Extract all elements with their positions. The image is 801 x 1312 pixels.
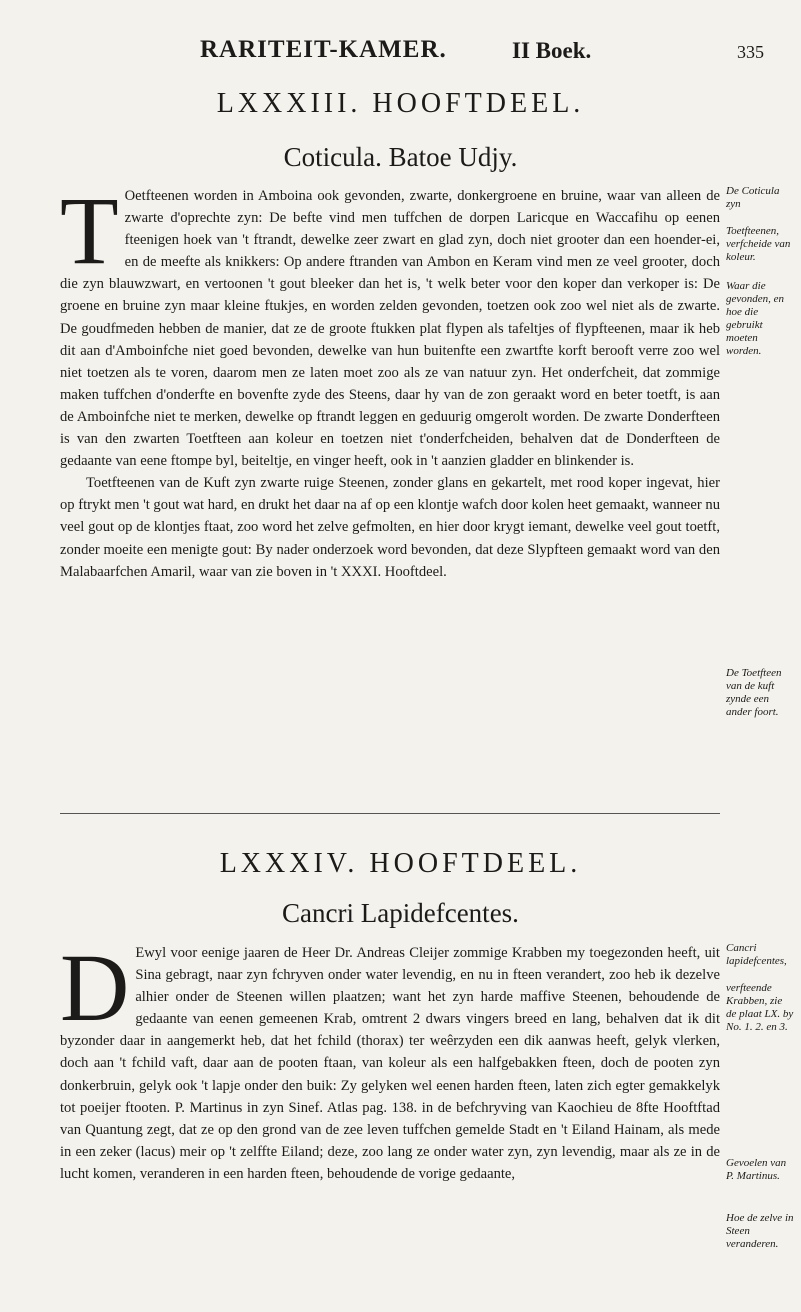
paragraph (60, 934, 720, 1185)
running-head (0, 36, 801, 70)
margin-note: Cancri lapidefcentes, (726, 942, 787, 967)
chapter-title-84: Cancri Lapidefcentes. (282, 898, 519, 928)
margin-note: Gevoelen van P. Martinus. (726, 1157, 787, 1182)
drop-cap: D (60, 934, 130, 1041)
paragraph (60, 177, 720, 472)
chapter-heading-84: LXXXIV. HOOFTDEEL. (219, 848, 582, 879)
margin-note: Hoe de zelve in Steen veranderen. (726, 1212, 794, 1250)
margin-note: Toetfteenen, verfcheide van koleur. (726, 225, 791, 263)
running-head-book: II Boek. (512, 38, 592, 63)
paragraph-text: Ewyl voor eenige jaaren de Heer Dr. Andreas Cleijer zommige Krabben my toegezonden heeft, uit Sina gebragt, naar zyn fchryven onder water levendig, en nu in fteen verandert, zoo heb ik dezelve alhier onder de Steenen willen plaatzen; want het zyn harde maffive Steenen, behoudende de gedaante van eenen gemeenen Krab, omtrent 2 dwars vingers breed en lang, behalven dat ik dit byzonder daar in aangemerkt heb, dat het fchild (thorax) ter weêrzyden een dik aanwas heeft, gelyk vlerken, doch aan 't fchild vaft, daar aan de pooten ftaan, van koleur als een halfgebakken fteen, doch de pooten zyn donkerbruin, gelyk ook 't lapje onder den buik: Zy gelyken wel eenen harden fteen, laten zich egter gemakkelyk tot poeijer ftooten. P. Martinus in zyn Sinef. Atlas pag. 138. in de befchryving van Kaochieu de 8fte Hooftftad van Quantung zegt, dat ze op den grond van de zee leven tuffchen gemelde Stadt en 't Eiland Hainam, als mede in een zeker (lacus) meir op 't zelffte Eiland; deze, zoo lang ze onder water zyn, zyn levendig, maar als ze in de lucht komen, veranderen in een harden fteen, behoudende de vorige gedaante, (60, 945, 720, 1182)
section-divider (60, 813, 720, 814)
margin-note: Waar die gevonden, en hoe die gebruikt moeten worden. (726, 280, 785, 357)
drop-cap: T (60, 177, 119, 284)
chapter-84-body (60, 934, 720, 1185)
chapter-title-83: Coticula. Batoe Udjy. (283, 142, 518, 172)
paragraph-text: Oetfteenen worden in Amboina ook gevonden, zwarte, donkergroene en bruine, waar van alleen de zwarte d'oprechte zyn: De befte vind men tuffchen de dorpen Laricque en Waccafihu op eenen fteenigen hoek van 't ftrandt, dewelke zeer zwart en glad zyn, doch niet grooter dan een hoender-ei, en de meefte als knikkers: Op andere ftranden van Ambon en Keram vind men ze veel grooter, doch die zyn blauwzwart, en vertoonen 't gout bleeker dan het is, 't welk beter voor den koper dan verkoper is: De groene en bruine zyn maar kleine ftukjes, en worden zelden gevonden, toetzen ook zoo wel niet als de zwarte. De goudfmeden hebben de manier, dat ze de groote ftukken plat flypen als tafeltjes of flypfteenen, maar ik heb dit aan d'Amboinfche niet goed bevonden, dewelke van hun buitenfte een zwartfte korft berooft verre zoo wel niet toetzen als te voren, daarom men ze laten moet zoo als ze van natuur zyn. Het onderfcheit, dat zommige maken tuffchen d'onderfte en bovenfte zyde des Steens, daar hy van de zon geraakt word en beter toetft, is aan de Amboinfche niet te merken, dewelke op ftrandt leggen en geduurig omgerolt worden. De zwarte Donderfteen is van den zwarten Toetfteen aan koleur en toetzen niet t'onderfcheiden, behalven dat de Donderfteen de gedaante van eene ftompe byl, beiteltje, en vinger heeft, ook in 't aanzien gladder en blinkender is. (60, 188, 720, 470)
chapter-heading-83: LXXXIII. HOOFTDEEL. (216, 88, 585, 119)
chapter-83-body (60, 177, 720, 583)
page-number: 335 (737, 42, 764, 62)
margin-note: De Toetfteen van de kuft zynde een ander foort. (726, 667, 782, 718)
running-head-title: RARITEIT-KAMER. (200, 36, 447, 63)
margin-note: verfteende Krabben, zie de plaat LX. by No. 1. 2. en 3. (726, 982, 794, 1033)
margin-note: De Coticula zyn (726, 185, 780, 210)
paragraph: Toetfteenen van de Kuft zyn zwarte ruige Steenen, zonder glans en gekartelt, met rood koper ingevat, hier op ftrykt men 't gout wat hard, en drukt het daar na af op een klontje wafch door kolen heet gemaakt, wanneer nu veel gout op de klontjes ftaat, zoo word het zelve gefmolten, en hier door krygt iemant, dewelke veel gout toetft, zonder moeite een menigte gout: By nader onderzoek word bevonden, dat deze Slypfteen gemaakt word van den Malabaarfchen Amaril, waar van zie boven in 't XXXI. Hooftdeel. (60, 475, 720, 580)
